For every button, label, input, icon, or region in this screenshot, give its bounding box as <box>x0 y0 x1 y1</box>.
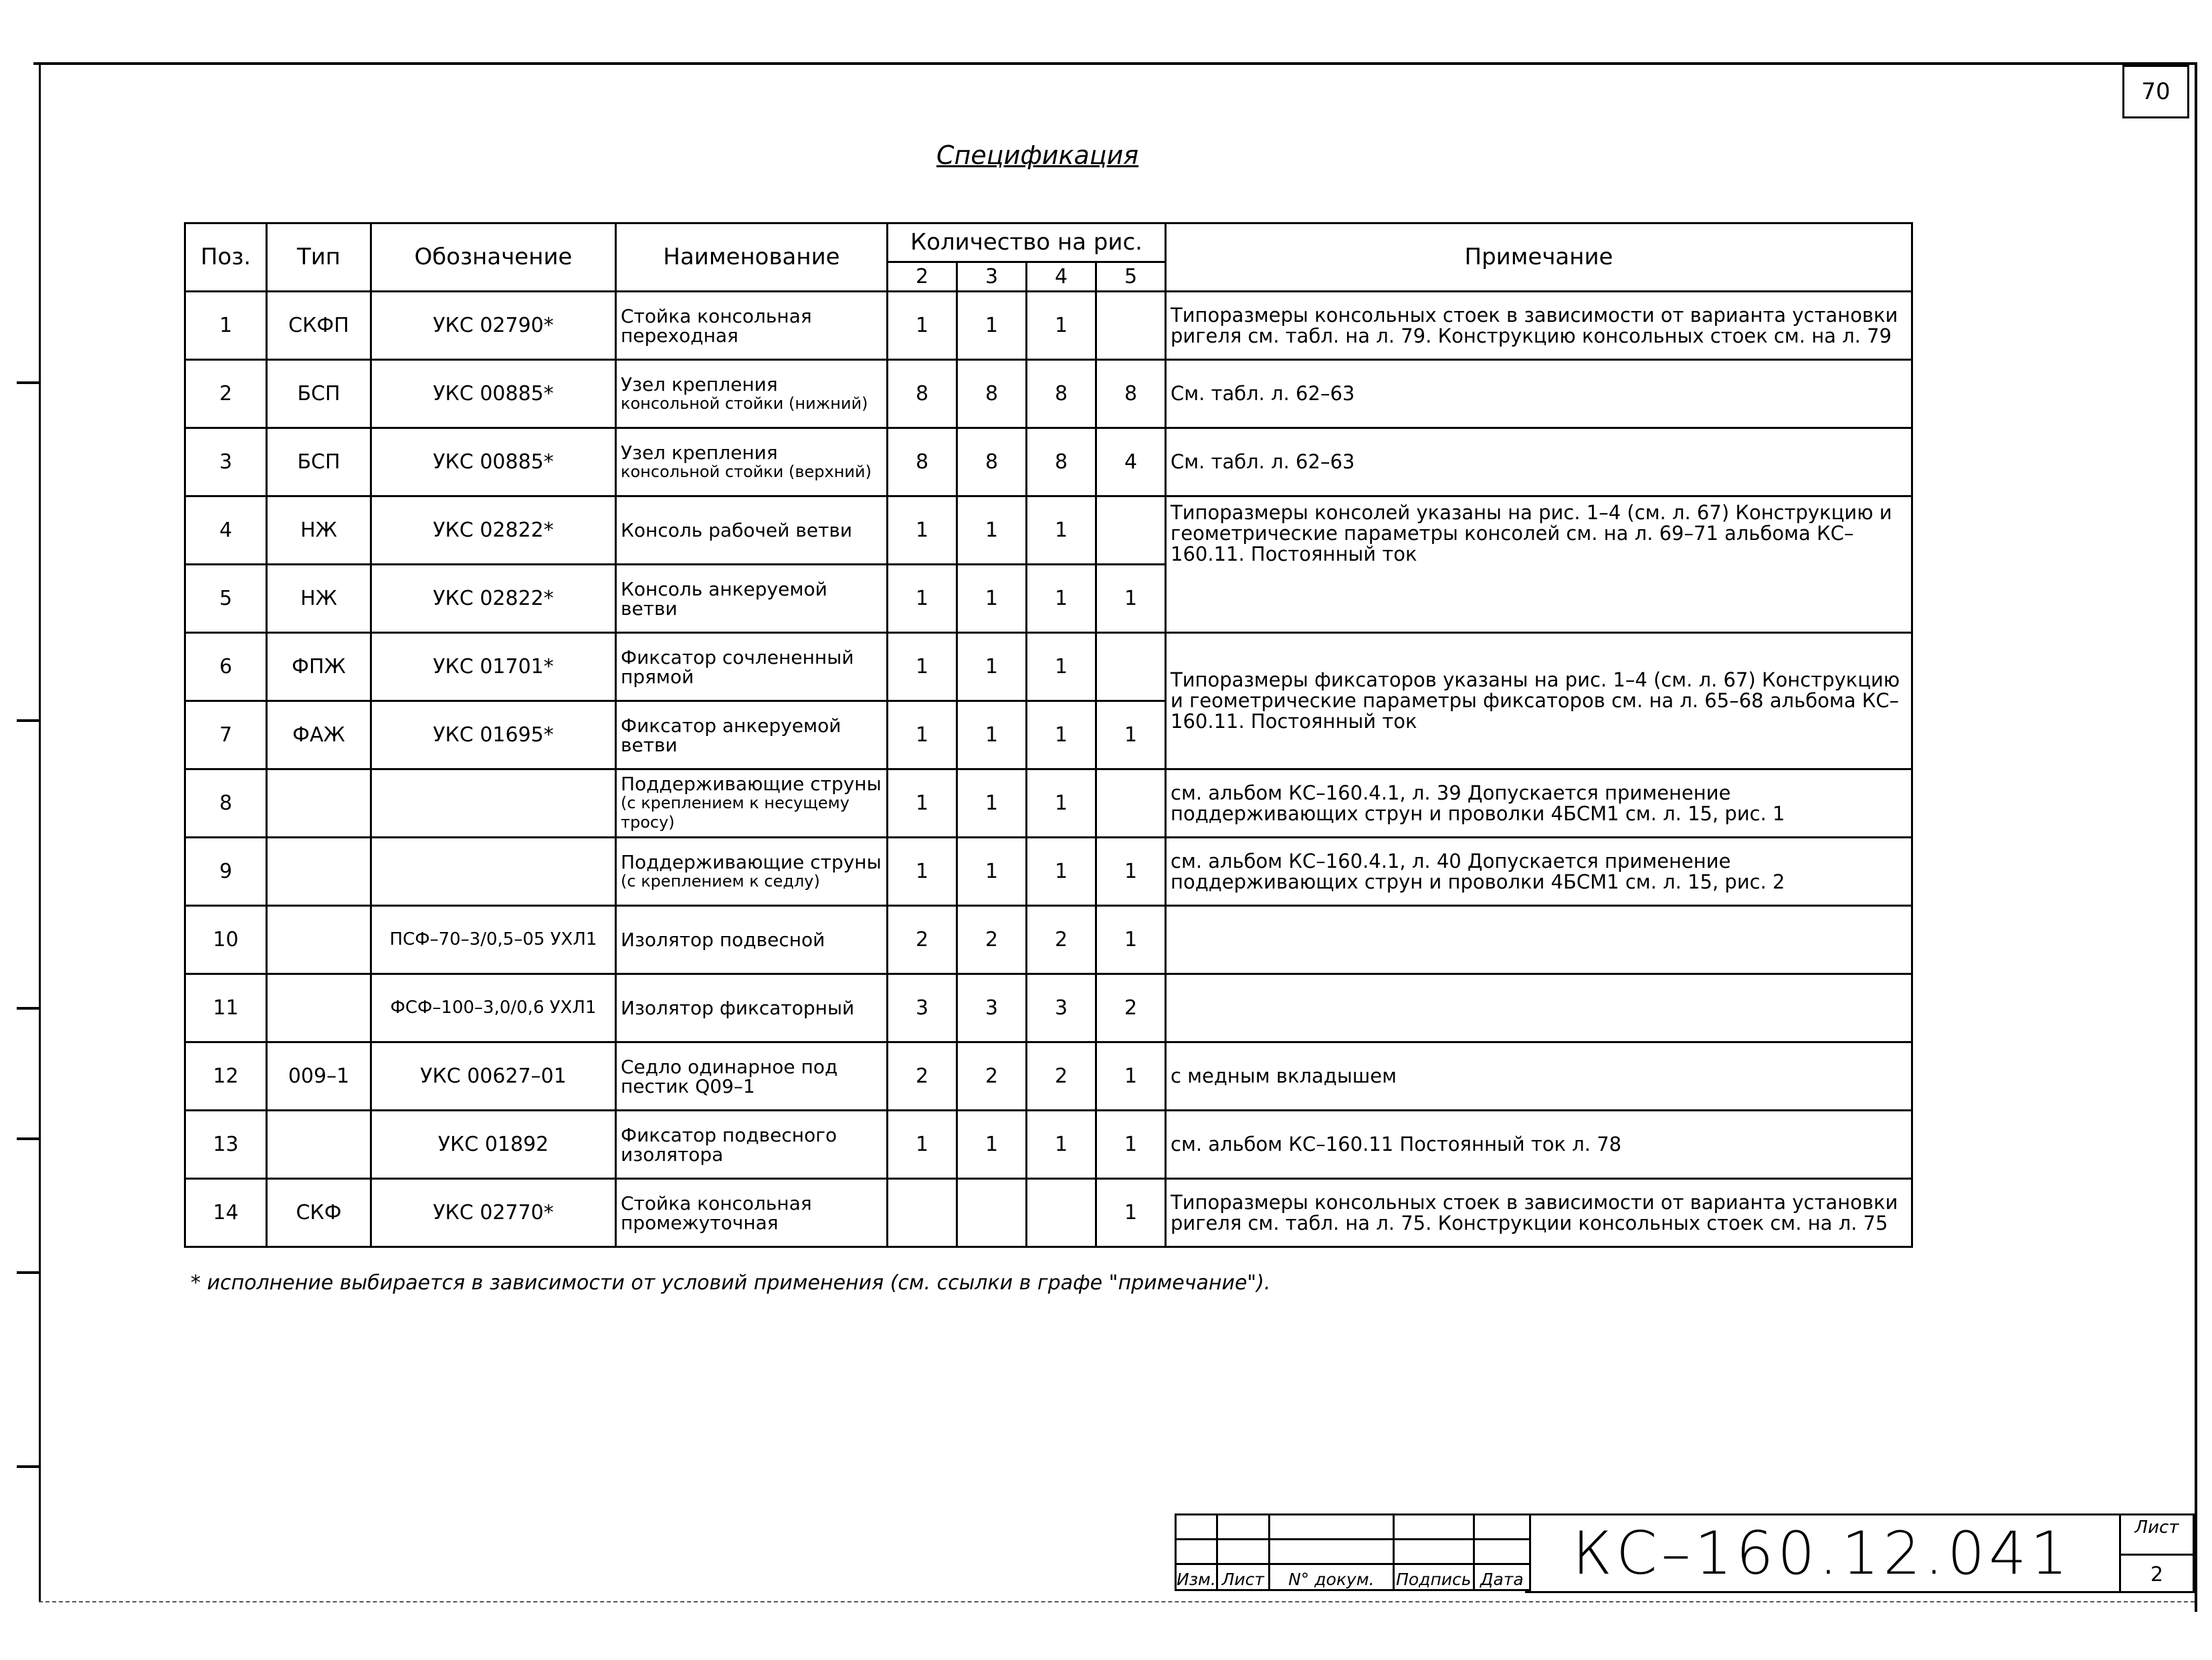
cell-qty: 1 <box>957 633 1027 701</box>
cell-qty: 2 <box>1027 1042 1096 1111</box>
cell-pos: 5 <box>185 565 267 633</box>
cell-type: ФПЖ <box>267 633 371 701</box>
cell-qty: 2 <box>1027 906 1096 974</box>
cell-qty: 3 <box>957 974 1027 1042</box>
cell-name-main: Поддерживающие струны <box>621 850 882 873</box>
stamp-cell <box>1393 1515 1474 1540</box>
cell-designation: УКС 02790* <box>371 292 616 360</box>
cell-qty: 2 <box>957 1042 1027 1111</box>
cell-name: Фиксатор сочлененный прямой <box>616 633 888 701</box>
stamp-cell <box>1474 1515 1530 1540</box>
cell-qty: 2 <box>1096 974 1166 1042</box>
cell-designation: УКС 02822* <box>371 565 616 633</box>
cell-qty: 1 <box>957 292 1027 360</box>
cell-qty: 8 <box>957 360 1027 428</box>
cell-qty: 3 <box>1027 974 1096 1042</box>
cell-pos: 8 <box>185 769 267 838</box>
cell-note: Типоразмеры фиксаторов указаны на рис. 1–4 (см. л. 67) Конструкцию и геометрические параметры фиксаторов см. на л. 65–68 альбома КС–160.11. Постоянный ток <box>1166 633 1912 769</box>
cell-qty <box>1027 1179 1096 1247</box>
stamp-cell <box>1217 1515 1269 1540</box>
cell-name: Седло одинарное под пестик Q09–1 <box>616 1042 888 1111</box>
stamp-label: Лист <box>1217 1564 1269 1590</box>
header-type: Тип <box>267 223 371 292</box>
cell-qty: 1 <box>888 838 957 906</box>
stamp-cell <box>1474 1540 1530 1564</box>
cell-designation: УКС 00885* <box>371 360 616 428</box>
cell-qty: 8 <box>957 428 1027 496</box>
header-quantity: Количество на рис. <box>888 223 1166 262</box>
table-row <box>185 769 1912 838</box>
table-row <box>185 633 1912 701</box>
stamp-cell <box>1269 1540 1393 1564</box>
cell-type <box>267 769 371 838</box>
table-row <box>185 360 1912 428</box>
cell-qty: 1 <box>957 496 1027 565</box>
cell-designation: ФСФ–100–3,0/0,6 УХЛ1 <box>371 974 616 1042</box>
cell-qty: 1 <box>957 565 1027 633</box>
stamp-label: N° докум. <box>1269 1564 1393 1590</box>
table-row <box>185 974 1912 1042</box>
stamp-label: Дата <box>1474 1564 1530 1590</box>
header-quantity-col: 3 <box>957 262 1027 292</box>
cell-note: см. альбом КС–160.4.1, л. 39 Допускается применение поддерживающих струн и проволки 4БСМ1 см. л. 15, рис. 1 <box>1166 769 1912 838</box>
cell-designation: УКС 02822* <box>371 496 616 565</box>
sheet-frame-top <box>33 62 2195 65</box>
cell-note: с медным вкладышем <box>1166 1042 1912 1111</box>
cell-qty: 1 <box>1096 565 1166 633</box>
cell-qty <box>1096 633 1166 701</box>
page-number: 70 <box>2122 65 2189 118</box>
cell-qty: 1 <box>1027 1111 1096 1179</box>
cell-designation: УКС 01892 <box>371 1111 616 1179</box>
table-row <box>185 1042 1912 1111</box>
sheet-divider <box>2119 1554 2195 1556</box>
cell-qty: 1 <box>957 769 1027 838</box>
sheet-number: 2 <box>2150 1563 2164 1586</box>
cell-type: БСП <box>267 428 371 496</box>
cell-qty <box>1096 292 1166 360</box>
cell-designation: УКС 01695* <box>371 701 616 769</box>
header-note: Примечание <box>1166 223 1912 292</box>
binding-tick <box>17 1137 39 1140</box>
cell-qty: 1 <box>1096 1179 1166 1247</box>
cell-designation <box>371 769 616 838</box>
specification-table <box>184 222 1913 1248</box>
cell-name: Фиксатор анкеруемой ветви <box>616 701 888 769</box>
cell-pos: 11 <box>185 974 267 1042</box>
cell-qty: 1 <box>888 1111 957 1179</box>
cell-name: Стойка консольная переходная <box>616 292 888 360</box>
sheet-frame-bottom <box>39 1601 2195 1602</box>
cell-qty: 1 <box>888 769 957 838</box>
cell-qty: 1 <box>888 633 957 701</box>
cell-designation: УКС 01701* <box>371 633 616 701</box>
cell-name-main: Узел крепления <box>621 441 778 464</box>
cell-note: Типоразмеры консольных стоек в зависимости от варианта установки ригеля см. табл. на л. 75. Конструкции консольных стоек см. на л. 75 <box>1166 1179 1912 1247</box>
cell-pos: 2 <box>185 360 267 428</box>
footnote: * исполнение выбирается в зависимости от условий применения (см. ссылки в графе "примечание"). <box>191 1271 1271 1295</box>
table-row <box>185 1179 1912 1247</box>
header-quantity-col: 4 <box>1027 262 1096 292</box>
cell-name-main: Поддерживающие струны <box>621 773 882 795</box>
table-row <box>185 1111 1912 1179</box>
cell-pos: 3 <box>185 428 267 496</box>
cell-note: Типоразмеры консолей указаны на рис. 1–4 (см. л. 67) Конструкцию и геометрические параметры консолей см. на л. 69–71 альбома КС–160.11. Постоянный ток <box>1166 496 1912 633</box>
page-title: Спецификация <box>936 141 1139 170</box>
cell-qty <box>957 1179 1027 1247</box>
cell-designation: УКС 00627–01 <box>371 1042 616 1111</box>
cell-qty: 1 <box>1027 769 1096 838</box>
table-row <box>185 906 1912 974</box>
cell-name: Стойка консольная промежуточная <box>616 1179 888 1247</box>
cell-name-sub: (с креплением к несущему тросу) <box>621 794 849 832</box>
cell-qty: 1 <box>957 838 1027 906</box>
table-row <box>185 292 1912 360</box>
cell-qty: 1 <box>957 1111 1027 1179</box>
header-pos: Поз. <box>185 223 267 292</box>
cell-qty: 1 <box>957 701 1027 769</box>
sheet-frame-right <box>2195 62 2197 1612</box>
cell-type: БСП <box>267 360 371 428</box>
cell-qty: 1 <box>1096 701 1166 769</box>
cell-name: Консоль анкеруемой ветви <box>616 565 888 633</box>
stamp-revision-grid <box>1175 1513 1531 1591</box>
cell-qty: 1 <box>1096 1111 1166 1179</box>
cell-type <box>267 838 371 906</box>
cell-designation: УКС 00885* <box>371 428 616 496</box>
cell-qty <box>1096 769 1166 838</box>
stamp-label: Подпись <box>1393 1564 1474 1590</box>
cell-pos: 6 <box>185 633 267 701</box>
stamp-cell <box>1393 1540 1474 1564</box>
cell-designation: УКС 02770* <box>371 1179 616 1247</box>
binding-tick <box>17 719 39 722</box>
cell-qty: 1 <box>1027 496 1096 565</box>
table-row <box>185 838 1912 906</box>
cell-name <box>616 360 888 428</box>
cell-pos: 4 <box>185 496 267 565</box>
cell-qty: 1 <box>888 701 957 769</box>
cell-note: См. табл. л. 62–63 <box>1166 428 1912 496</box>
cell-note: см. альбом КС–160.4.1, л. 40 Допускается применение поддерживающих струн и проволки 4БСМ1 см. л. 15, рис. 2 <box>1166 838 1912 906</box>
cell-type: ФАЖ <box>267 701 371 769</box>
cell-qty: 1 <box>1096 1042 1166 1111</box>
table-row <box>185 428 1912 496</box>
cell-name: Фиксатор подвесного изолятора <box>616 1111 888 1179</box>
cell-name <box>616 838 888 906</box>
cell-name: Изолятор подвесной <box>616 906 888 974</box>
binding-tick <box>17 381 39 384</box>
cell-qty: 1 <box>888 292 957 360</box>
stamp-cell <box>1176 1515 1217 1540</box>
cell-pos: 7 <box>185 701 267 769</box>
stamp-cell <box>1269 1515 1393 1540</box>
cell-type: НЖ <box>267 496 371 565</box>
cell-qty: 2 <box>957 906 1027 974</box>
cell-type: СКФ <box>267 1179 371 1247</box>
cell-note: см. альбом КС–160.11 Постоянный ток л. 78 <box>1166 1111 1912 1179</box>
cell-note: См. табл. л. 62–63 <box>1166 360 1912 428</box>
cell-name: Консоль рабочей ветви <box>616 496 888 565</box>
cell-name <box>616 428 888 496</box>
header-quantity-col: 5 <box>1096 262 1166 292</box>
cell-pos: 1 <box>185 292 267 360</box>
cell-note <box>1166 974 1912 1042</box>
header-quantity-col: 2 <box>888 262 957 292</box>
binding-tick <box>17 1465 39 1468</box>
sheet-frame-left <box>39 62 41 1601</box>
cell-qty: 1 <box>888 565 957 633</box>
cell-type <box>267 1111 371 1179</box>
document-code: КС–160.12.041 <box>1525 1513 2119 1593</box>
cell-qty: 8 <box>1096 360 1166 428</box>
cell-qty <box>888 1179 957 1247</box>
cell-qty: 1 <box>1027 565 1096 633</box>
cell-qty: 1 <box>1027 633 1096 701</box>
cell-note <box>1166 906 1912 974</box>
binding-tick <box>17 1007 39 1010</box>
cell-designation: ПСФ–70–3/0,5–05 УХЛ1 <box>371 906 616 974</box>
cell-type <box>267 974 371 1042</box>
cell-pos: 14 <box>185 1179 267 1247</box>
cell-pos: 13 <box>185 1111 267 1179</box>
binding-tick <box>17 1271 39 1274</box>
cell-pos: 12 <box>185 1042 267 1111</box>
stamp-cell <box>1176 1540 1217 1564</box>
cell-qty: 8 <box>888 428 957 496</box>
cell-designation <box>371 838 616 906</box>
cell-type: НЖ <box>267 565 371 633</box>
cell-type: СКФП <box>267 292 371 360</box>
header-designation: Обозначение <box>371 223 616 292</box>
cell-name-sub: (с креплением к седлу) <box>621 871 820 891</box>
cell-name-sub: консольной стойки (верхний) <box>621 462 872 481</box>
stamp-cell <box>1217 1540 1269 1564</box>
cell-qty: 1 <box>1027 292 1096 360</box>
cell-type <box>267 906 371 974</box>
cell-name-sub: консольной стойки (нижний) <box>621 393 868 413</box>
cell-qty: 8 <box>1027 428 1096 496</box>
cell-qty: 1 <box>888 496 957 565</box>
cell-qty: 1 <box>1027 701 1096 769</box>
cell-type: 009–1 <box>267 1042 371 1111</box>
cell-pos: 9 <box>185 838 267 906</box>
cell-qty: 1 <box>1096 906 1166 974</box>
cell-note: Типоразмеры консольных стоек в зависимости от варианта установки ригеля см. табл. на л. 79. Конструкцию консольных стоек см. на л. 79 <box>1166 292 1912 360</box>
cell-qty: 2 <box>888 906 957 974</box>
cell-qty: 4 <box>1096 428 1166 496</box>
cell-qty: 8 <box>1027 360 1096 428</box>
cell-qty <box>1096 496 1166 565</box>
cell-qty: 1 <box>1027 838 1096 906</box>
cell-name-main: Узел крепления <box>621 373 778 395</box>
sheet-label: Лист <box>2134 1517 2179 1538</box>
table-row <box>185 496 1912 565</box>
header-name: Наименование <box>616 223 888 292</box>
cell-qty: 1 <box>1096 838 1166 906</box>
stamp-label: Изм. <box>1176 1564 1217 1590</box>
cell-name: Изолятор фиксаторный <box>616 974 888 1042</box>
cell-qty: 3 <box>888 974 957 1042</box>
cell-qty: 2 <box>888 1042 957 1111</box>
cell-pos: 10 <box>185 906 267 974</box>
cell-name <box>616 769 888 838</box>
cell-qty: 8 <box>888 360 957 428</box>
